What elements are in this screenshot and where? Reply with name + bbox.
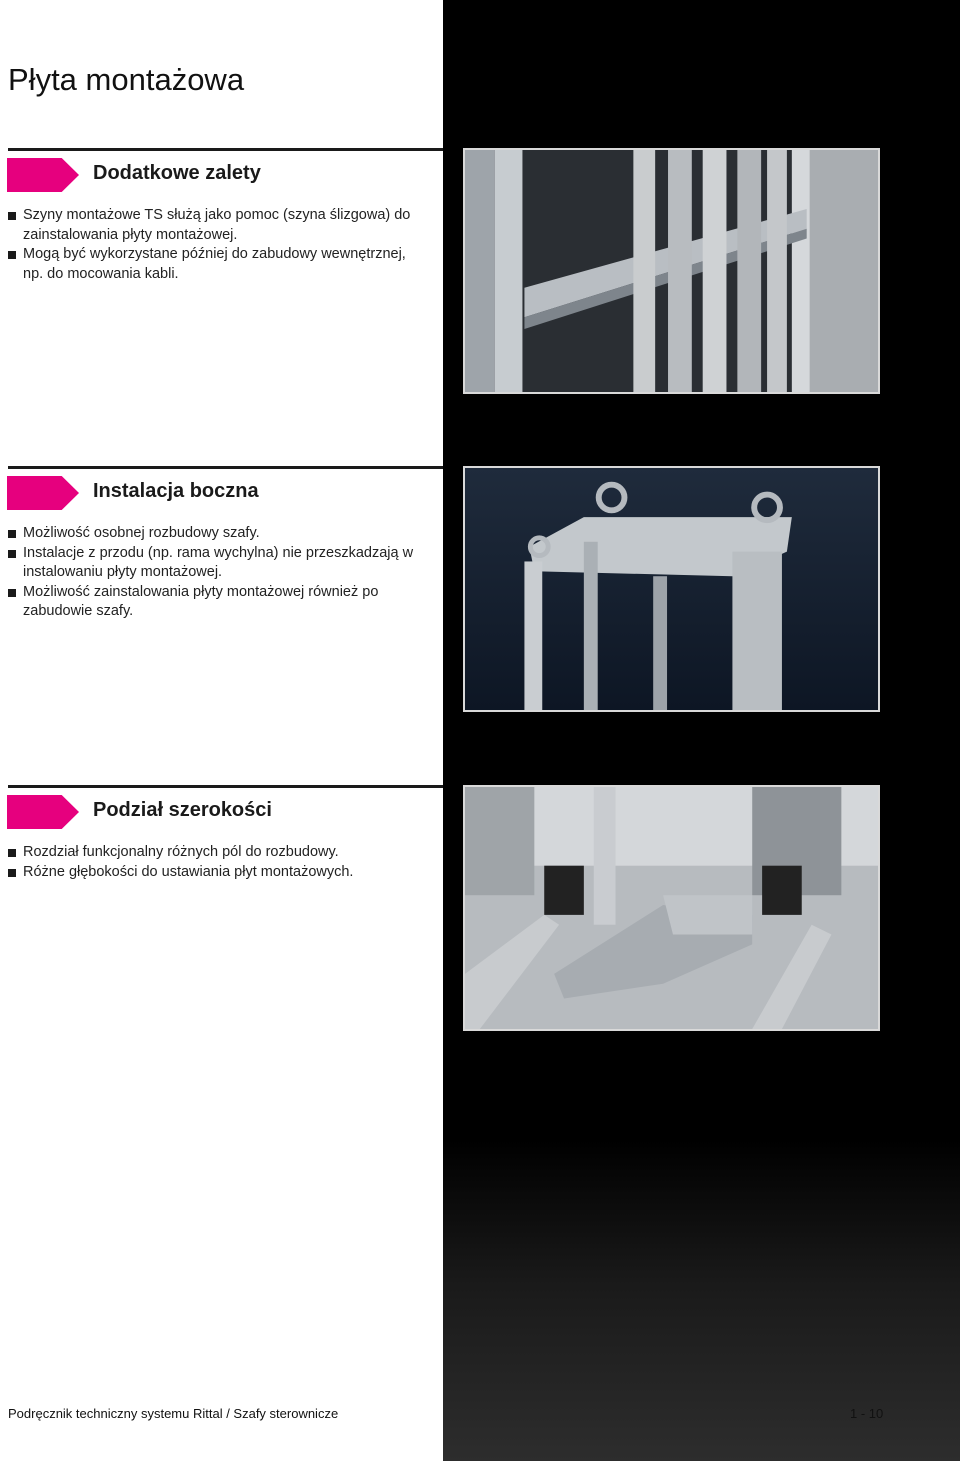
- footer-publication: Podręcznik techniczny systemu Rittal / Szafy sterownicze: [8, 1406, 339, 1421]
- list-item: Mogą być wykorzystane później do zabudowy wewnętrznej, np. do mocowania kabli.: [8, 245, 428, 284]
- list-item: Różne głębokości do ustawiania płyt montażowych.: [8, 863, 428, 883]
- page-title: Płyta montażowa: [8, 62, 245, 97]
- pink-arrow-icon: [7, 795, 79, 829]
- bullet-list: [8, 843, 428, 882]
- bullet-list: [8, 524, 428, 622]
- list-item: Szyny montażowe TS służą jako pomoc (szyna ślizgowa) do zainstalowania płyty montażowej.: [8, 206, 428, 245]
- page-number: 1 - 10: [850, 1406, 884, 1421]
- list-item: Możliwość osobnej rozbudowy szafy.: [8, 524, 428, 544]
- pink-arrow-icon: [7, 476, 79, 510]
- section-heading: Instalacja boczna: [93, 480, 259, 502]
- section-side-installation: [0, 466, 443, 636]
- section-heading: Dodatkowe zalety: [93, 162, 261, 184]
- section-heading: Podział szerokości: [93, 799, 272, 821]
- section-divider: [8, 466, 443, 469]
- list-item: Rozdział funkcjonalny różnych pól do rozbudowy.: [8, 843, 428, 863]
- section-divider: [8, 148, 443, 151]
- list-item: Możliwość zainstalowania płyty montażowej również po zabudowie szafy.: [8, 583, 428, 622]
- section-divider: [8, 785, 443, 788]
- pink-arrow-icon: [7, 158, 79, 192]
- mounting-rail-cables-photo: [463, 148, 880, 394]
- section-additional-benefits: [0, 148, 443, 298]
- bullet-list: [8, 206, 428, 284]
- width-division-bracket-photo: [463, 785, 880, 1031]
- list-item: Instalacje z przodu (np. rama wychylna) nie przeszkadzają w instalowaniu płyty montażowej.: [8, 544, 428, 583]
- enclosure-frame-photo: [463, 466, 880, 712]
- section-width-division: [0, 785, 443, 895]
